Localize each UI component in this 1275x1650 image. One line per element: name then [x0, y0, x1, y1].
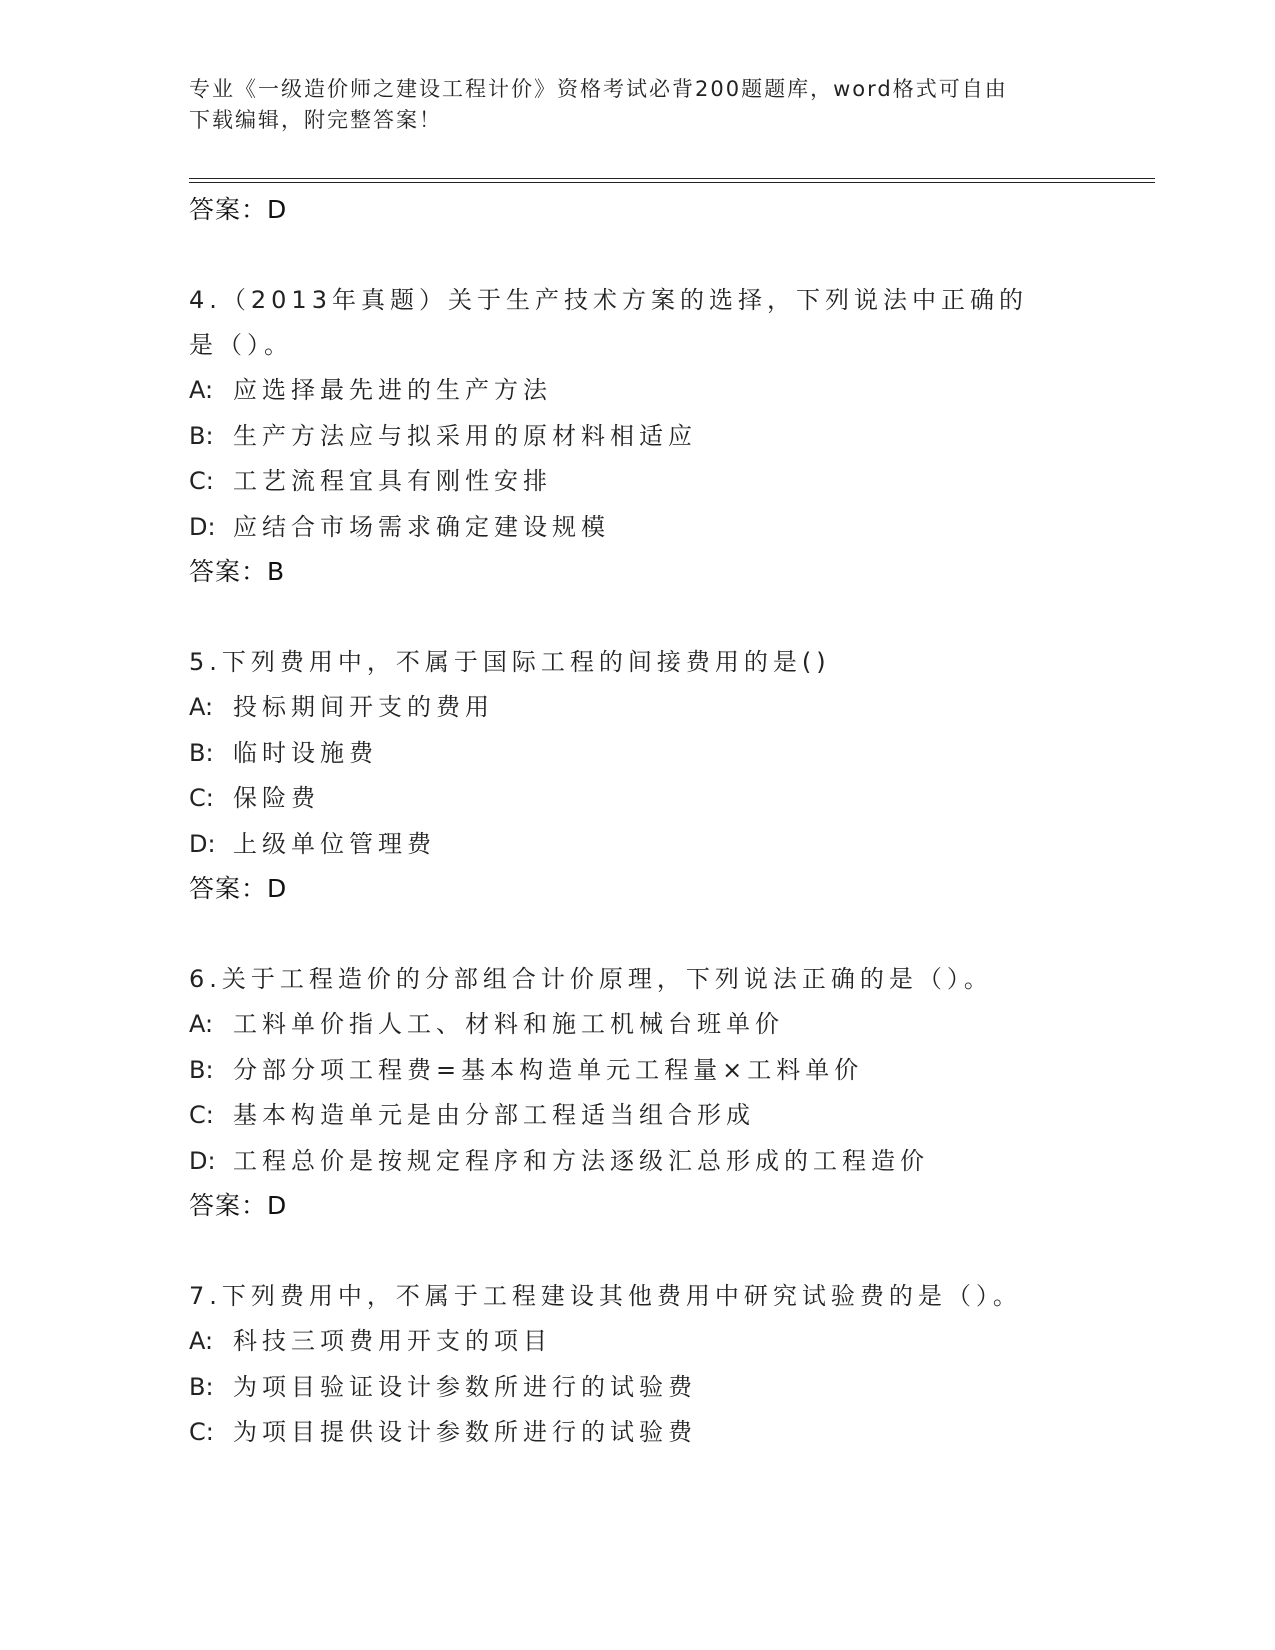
- option-text: 临时设施费: [233, 738, 378, 767]
- option-text: 生产方法应与拟采用的原材料相适应: [233, 421, 697, 450]
- option-text: 分部分项工程费=基本构造单元工程量×工料单价: [233, 1055, 864, 1084]
- answer-value: B: [267, 557, 286, 586]
- option-c: [189, 459, 1089, 505]
- question-block: [189, 640, 1089, 911]
- option-text: 基本构造单元是由分部工程适当组合形成: [233, 1101, 755, 1129]
- option-text: 为项目提供设计参数所进行的试验费: [233, 1418, 697, 1446]
- option-letter: B:: [189, 1055, 214, 1084]
- question-text: 7.下列费用中，不属于工程建设其他费用中研究试验费的是（）。: [189, 1282, 1022, 1310]
- question-block: [189, 1274, 1089, 1456]
- header-divider-top: [189, 178, 1155, 179]
- header-line-1: 专业《一级造价师之建设工程计价》资格考试必背200题题库，word格式可自由: [189, 77, 1008, 101]
- option-text: 投标期间开支的费用: [233, 693, 494, 721]
- question-text: 5.下列费用中，不属于国际工程的间接费用的是(): [189, 648, 831, 676]
- question-text: 4.（2013年真题）关于生产技术方案的选择，下列说法中正确的是（）。: [189, 286, 1028, 359]
- option-a: [189, 1319, 1089, 1365]
- option-text: 为项目验证设计参数所进行的试验费: [233, 1372, 697, 1401]
- answer-value: D: [267, 1191, 288, 1220]
- option-b: [189, 414, 1089, 460]
- option-letter: C:: [189, 1418, 214, 1446]
- option-letter: C:: [189, 1101, 214, 1129]
- option-letter: D:: [189, 512, 216, 541]
- header-line-2: 下载编辑，附完整答案！: [189, 108, 442, 132]
- answer-value: D: [267, 874, 288, 903]
- option-a: [189, 1002, 1089, 1048]
- option-text: 科技三项费用开支的项目: [233, 1327, 552, 1355]
- answer-line: [189, 867, 1089, 911]
- header-divider-bottom: [189, 182, 1155, 183]
- answer-line: [189, 188, 1089, 232]
- question-block: [189, 957, 1089, 1228]
- option-b: [189, 1048, 1089, 1094]
- option-c: [189, 1093, 1089, 1139]
- option-b: [189, 731, 1089, 777]
- answer-value: D: [267, 195, 288, 224]
- option-c: [189, 776, 1089, 822]
- option-letter: A:: [189, 1010, 214, 1038]
- option-letter: B:: [189, 421, 214, 450]
- option-text: 工艺流程宜具有刚性安排: [233, 467, 552, 495]
- option-a: [189, 685, 1089, 731]
- option-b: [189, 1365, 1089, 1411]
- option-letter: C:: [189, 784, 214, 812]
- option-d: [189, 822, 1089, 868]
- option-letter: A:: [189, 1327, 214, 1355]
- answer-label: 答案：: [189, 1191, 268, 1220]
- option-letter: D:: [189, 829, 216, 858]
- option-a: [189, 368, 1089, 414]
- option-text: 工料单价指人工、材料和施工机械台班单价: [233, 1010, 784, 1038]
- option-d: [189, 1139, 1089, 1185]
- answer-label: 答案：: [189, 874, 268, 903]
- option-c: [189, 1410, 1089, 1456]
- option-letter: B:: [189, 738, 214, 767]
- document-header: [189, 74, 1089, 136]
- option-d: [189, 505, 1089, 551]
- option-text: 上级单位管理费: [233, 829, 436, 858]
- option-text: 保险费: [233, 784, 320, 812]
- option-letter: A:: [189, 693, 214, 721]
- option-text: 应结合市场需求确定建设规模: [233, 512, 610, 541]
- option-letter: A:: [189, 376, 214, 404]
- answer-line: [189, 1184, 1089, 1228]
- question-text: 6.关于工程造价的分部组合计价原理，下列说法正确的是（）。: [189, 965, 993, 993]
- option-text: 应选择最先进的生产方法: [233, 376, 552, 404]
- option-letter: D:: [189, 1146, 216, 1175]
- answer-label: 答案：: [189, 557, 268, 586]
- answer-label: 答案：: [189, 195, 268, 224]
- option-letter: C:: [189, 467, 214, 495]
- question-list: [189, 188, 1089, 1456]
- answer-line: [189, 550, 1089, 594]
- option-text: 工程总价是按规定程序和方法逐级汇总形成的工程造价: [233, 1146, 929, 1175]
- question-block: [189, 278, 1089, 594]
- option-letter: B:: [189, 1372, 214, 1401]
